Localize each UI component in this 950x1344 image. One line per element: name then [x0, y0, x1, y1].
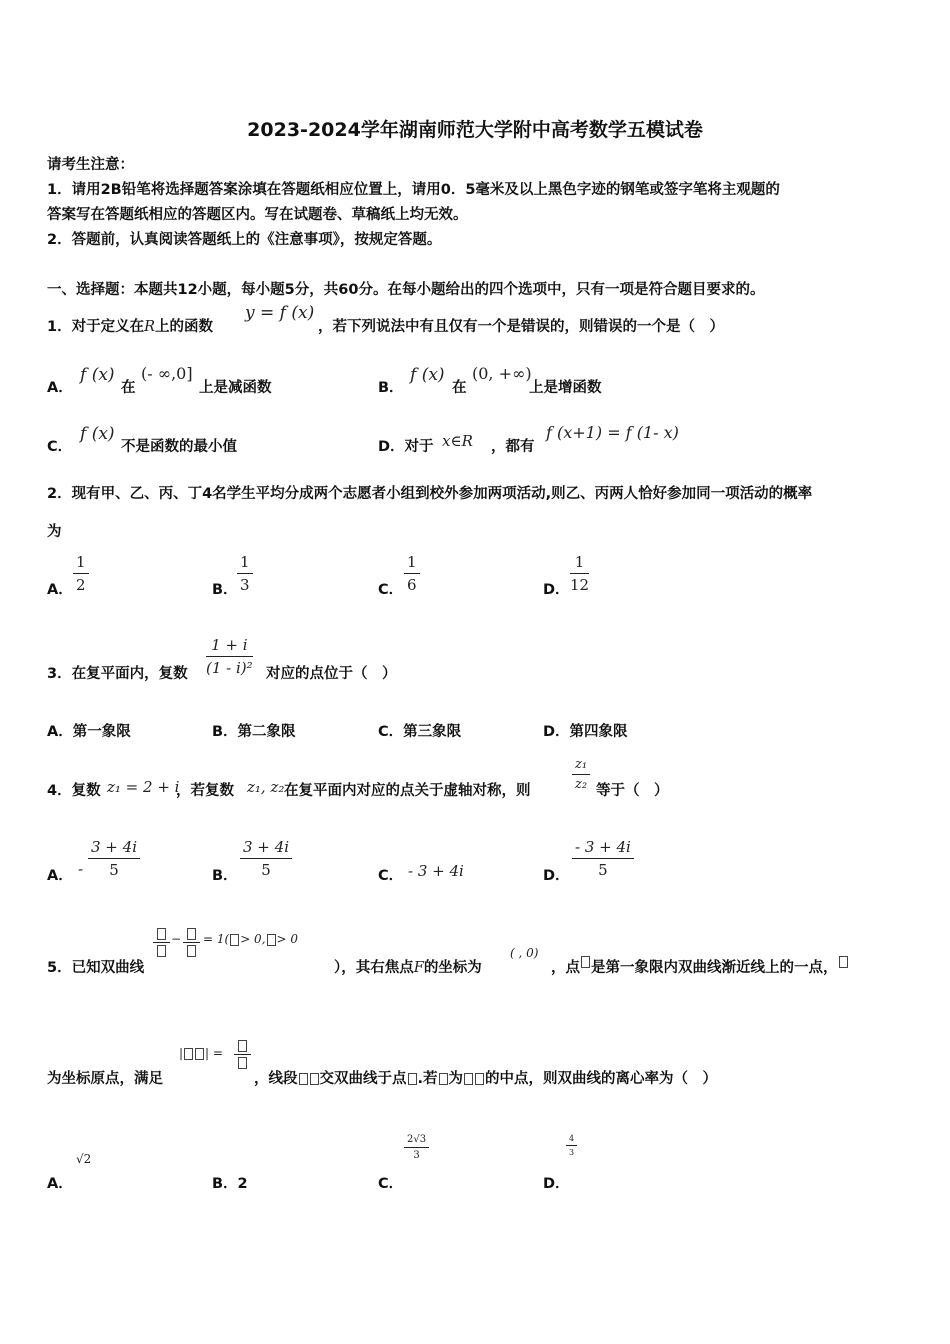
q1-option-d-text: ，都有: [491, 439, 535, 455]
q4-ratio-den: z₂: [575, 777, 588, 792]
q2-stem: 2．现有甲、乙、丙、丁4名学生平均分成两个志愿者小组到校外参加两项活动,则乙、丙两人恰好参加同一项活动的概率: [47, 486, 813, 502]
q4-option-a-fraction: [88, 838, 140, 879]
q2-option-d-label: D．: [543, 582, 570, 598]
q4-option-d-num: - 3 + 4i: [572, 838, 634, 859]
q5-option-c-num: 2√3: [404, 1134, 429, 1148]
q4-option-b-label: B．: [212, 868, 238, 884]
q5-option-a-label: A．: [47, 1176, 73, 1192]
q1-option-a-text: 上是减函数: [199, 380, 272, 396]
q1-option-c-fx: f (x): [80, 424, 115, 444]
q5-eq-frac-2: [183, 928, 200, 957]
q1-option-b-text: 上是增函数: [529, 380, 602, 396]
q1-set-R: R: [144, 319, 156, 335]
q2-option-d-fraction: [570, 553, 589, 594]
q4-z1z2: z₁, z₂: [247, 778, 285, 796]
q2-stem-2: 为: [47, 524, 62, 540]
q1-option-b-in: 在: [452, 380, 467, 396]
q4-option-a-den: 5: [109, 861, 119, 879]
q2-option-a-label: A．: [47, 582, 73, 598]
q1-option-d-label: D．对于: [378, 439, 434, 455]
q1-option-c-text: 不是函数的最小值: [121, 439, 237, 455]
q3-num: 1 + i: [206, 636, 253, 657]
q4-option-c-value: - 3 + 4i: [408, 862, 464, 880]
q4-stem-b: ，若复数: [176, 783, 234, 799]
q3-fraction: [206, 636, 253, 677]
q5-option-b: B．2: [212, 1176, 248, 1192]
q3-option-d: D．第四象限: [543, 724, 628, 740]
notice-line-1: 1．请用2B铅笔将选择题答案涂填在答题纸相应位置上，请用0．5毫米及以上黑色字迹的钢笔或签字笔将主观题的: [47, 182, 780, 198]
q4-option-a-label: A．: [47, 868, 73, 884]
q4-option-b-num: 3 + 4i: [240, 838, 292, 859]
q5-option-d-den: 3: [569, 1148, 575, 1157]
q1-option-b-interval: (0, +∞): [472, 364, 532, 383]
q5-option-d-num: 4: [566, 1134, 577, 1146]
q1-stem-a: 1．对于定义在: [47, 319, 145, 335]
q5-stem-d: ，点 是第一象限内双曲线渐近线上的一点，: [551, 956, 849, 977]
q1-option-c-label: C．: [47, 439, 73, 455]
q5-line2-a: 为坐标原点，满足: [47, 1071, 163, 1087]
q5-eq-text: = 1( > 0, > 0: [203, 932, 299, 946]
q2-option-c-den: 6: [407, 576, 417, 594]
q4-stem-a: 4．复数: [47, 783, 101, 799]
q4-ratio-num: z₁: [572, 757, 590, 775]
q1-stem-b: 上的函数: [155, 319, 214, 335]
q1-option-a-interval: (- ∞,0]: [141, 364, 193, 383]
q4-option-d-den: 5: [598, 861, 608, 879]
q1-stem: [47, 315, 213, 336]
q2-option-b-den: 3: [240, 576, 250, 594]
q5-stem-b: ），其右焦点F的坐标为: [334, 960, 482, 976]
q5-option-d-fraction: [566, 1134, 577, 1157]
q2-option-c-fraction: [404, 553, 420, 594]
q5-option-c-den: 3: [413, 1150, 420, 1161]
q5-eq-frac-1: [153, 928, 170, 957]
q4-option-d-label: D．: [543, 868, 570, 884]
q4-option-d-fraction: [572, 838, 634, 879]
q3-option-c: C．第三象限: [378, 724, 462, 740]
q2-option-d-den: 12: [570, 576, 590, 594]
q2-option-b-fraction: [237, 553, 253, 594]
q5-option-d-label: D．: [543, 1176, 570, 1192]
q5-option-a-value: √2: [76, 1152, 92, 1166]
q5-focus-coord: ( , 0): [510, 946, 539, 960]
q1-option-a-in: 在: [121, 380, 136, 396]
q4-ratio: [572, 757, 590, 792]
q2-option-c-num: 1: [404, 553, 420, 574]
page-title: 2023-2024学年湖南师范大学附中高考数学五模试卷: [247, 119, 703, 141]
q4-z1: z₁ = 2 + i: [107, 778, 180, 796]
q1-option-b-label: B．: [378, 380, 404, 396]
q3-stem-a: 3．在复平面内，复数: [47, 666, 188, 682]
q4-option-b-fraction: [240, 838, 292, 879]
q5-condition: | | =: [179, 1040, 259, 1070]
q2-option-d-num: 1: [570, 553, 589, 574]
q1-option-d-equation: f (x+1) = f (1- x): [546, 423, 679, 442]
notice-line-2: 答案写在答题纸相应的答题区内。写在试题卷、草稿纸上均无效。: [47, 207, 468, 223]
section-heading: 一、选择题：本题共12小题，每小题5分，共60分。在每小题给出的四个选项中，只有一项是符合题目要求的。: [47, 282, 765, 298]
q4-option-b-den: 5: [261, 861, 271, 879]
q1-option-d-condition: x∈R: [442, 432, 473, 450]
q4-option-c-label: C．: [378, 868, 404, 884]
q5-stem-a: 5．已知双曲线: [47, 960, 145, 976]
q2-option-a-num: 1: [73, 553, 89, 574]
q3-stem-b: 对应的点位于（ ）: [266, 666, 397, 682]
q5-option-c-label: C．: [378, 1176, 404, 1192]
q5-condition-frac: [234, 1040, 251, 1069]
q4-option-a-sign: -: [78, 860, 84, 878]
q5-eq-minus: −: [171, 932, 182, 946]
q3-option-a: A．第一象限: [47, 724, 131, 740]
q4-option-a-num: 3 + 4i: [88, 838, 140, 859]
notice-heading: 请考生注意：: [47, 157, 134, 173]
q2-option-c-label: C．: [378, 582, 404, 598]
q4-stem-c: 在复平面内对应的点关于虚轴对称，则: [284, 783, 531, 799]
q5-option-c-fraction: [404, 1134, 429, 1161]
notice-line-3: 2．答题前，认真阅读答题纸上的《注意事项》，按规定答题。: [47, 232, 442, 248]
q2-option-b-label: B．: [212, 582, 238, 598]
q2-option-a-den: 2: [76, 576, 86, 594]
q1-function: y = f (x): [245, 303, 315, 323]
q3-den: (1 - i)²: [206, 659, 253, 677]
q4-stem-d: 等于（ ）: [596, 783, 669, 799]
q1-option-a-fx: f (x): [80, 365, 115, 385]
q2-option-a-fraction: [73, 553, 89, 594]
q5-hyperbola-equation: [153, 928, 338, 952]
q2-option-b-num: 1: [237, 553, 253, 574]
q1-option-b-fx: f (x): [410, 365, 445, 385]
q1-option-a-label: A．: [47, 380, 73, 396]
q5-line2-rest: ，线段 交双曲线于点 .若 为 的中点，则双曲线的离心率为（ ）: [254, 1071, 718, 1087]
q3-option-b: B．第二象限: [212, 724, 296, 740]
q1-stem-c: ，若下列说法中有且仅有一个是错误的，则错误的一个是（ ）: [318, 319, 724, 335]
